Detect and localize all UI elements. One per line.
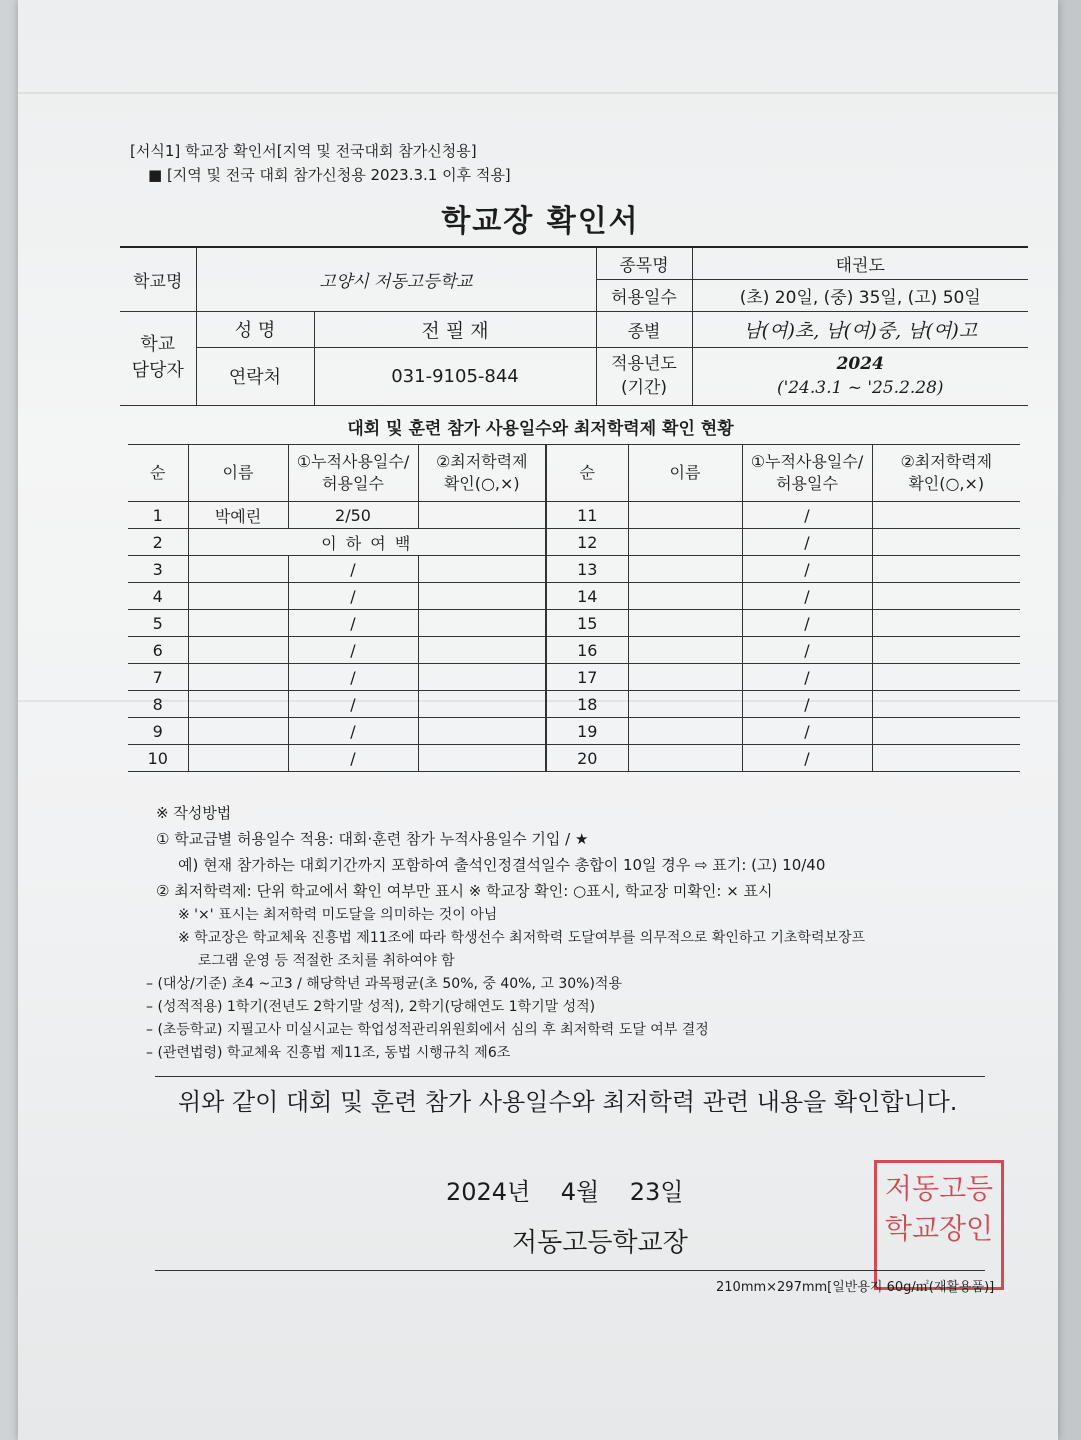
year-label-period: (기간): [620, 378, 668, 398]
row-no: 9: [128, 718, 188, 745]
row-no: 11: [546, 502, 628, 529]
row-no: 3: [128, 556, 188, 583]
official-seal: 저동고등학교장인: [874, 1160, 1004, 1290]
row-days: /: [742, 583, 872, 610]
row-check: [872, 610, 1020, 637]
row-days: /: [742, 637, 872, 664]
header-check-sub: 확인(○,×): [908, 474, 985, 493]
row-check: [418, 637, 546, 664]
header-check: ②최저학력제: [900, 452, 993, 471]
confirmation-statement: 위와 같이 대회 및 훈련 참가 사용일수와 최저학력 관련 내용을 확인합니다.: [178, 1088, 958, 1116]
note-1: ① 학교급별 허용일수 적용: 대회·훈련 참가 누적사용일수 기입 / ★: [156, 830, 589, 848]
row-days: 2/50: [288, 502, 418, 529]
row-name: [188, 718, 288, 745]
fold-line: [18, 92, 1058, 94]
principal-name: 저동고등학교장: [512, 1228, 688, 1258]
row-name: [628, 556, 742, 583]
year-period: ('24.3.1 ~ '25.2.28): [776, 378, 944, 398]
allowed-days-label: 허용일수: [596, 279, 692, 311]
row-name: [628, 610, 742, 637]
header-days: ①누적사용일수/: [750, 452, 864, 471]
issue-date: 2024년 4월 23일: [446, 1178, 684, 1206]
table-row: [128, 718, 1020, 745]
row-name: [188, 745, 288, 772]
divider: [155, 1076, 985, 1077]
row-check: [418, 718, 546, 745]
row-name: [628, 637, 742, 664]
form-label: [서식1] 학교장 확인서[지역 및 전국대회 참가신청용]: [130, 142, 477, 160]
row-check: [872, 556, 1020, 583]
paper-spec: 210mm×297mm[일반용지 60g/㎡(재활용품)]: [716, 1280, 995, 1295]
row-days: /: [288, 556, 418, 583]
header-no: 순: [128, 445, 188, 502]
row-no: 5: [128, 610, 188, 637]
contact-label: 연락처: [196, 347, 314, 405]
header-name: 이름: [188, 445, 288, 502]
table-header-row: [128, 445, 1020, 502]
name-label: 성 명: [196, 311, 314, 347]
row-no: 15: [546, 610, 628, 637]
contact-value: 031-9105-844: [314, 347, 596, 405]
row-days: /: [742, 691, 872, 718]
row-no: 14: [546, 583, 628, 610]
form-sublabel: ■ [지역 및 전국 대회 참가신청용 2023.3.1 이후 적용]: [148, 166, 511, 184]
row-name: [188, 610, 288, 637]
header-no: 순: [546, 445, 628, 502]
header-check-sub: 확인(○,×): [443, 474, 520, 493]
row-no: 4: [128, 583, 188, 610]
notes-title: ※ 작성방법: [156, 804, 232, 822]
row-no: 18: [546, 691, 628, 718]
category-label: 종별: [596, 311, 692, 347]
row-days: /: [742, 610, 872, 637]
row-days: /: [742, 556, 872, 583]
row-days: /: [288, 745, 418, 772]
row-days: /: [288, 583, 418, 610]
row-check: [872, 637, 1020, 664]
row-check: [418, 610, 546, 637]
row-name: [188, 556, 288, 583]
note-detail: – (대상/기준) 초4 ~고3 / 해당학년 과목평균(초 50%, 중 40%, 고 30%)적용: [146, 976, 622, 992]
row-name: [188, 637, 288, 664]
name-value: 전 필 재: [314, 311, 596, 347]
note-detail: – (관련법령) 학교체육 진흥법 제11조, 동법 시행규칙 제6조: [146, 1045, 511, 1061]
event-label: 종목명: [596, 247, 692, 279]
note-2: ② 최저학력제: 단위 학교에서 확인 여부만 표시 ※ 학교장 확인: ○표시, 학교장 미확인: × 표시: [156, 882, 773, 900]
row-days: /: [288, 718, 418, 745]
row-days: /: [742, 718, 872, 745]
row-no: 1: [128, 502, 188, 529]
row-name: [628, 583, 742, 610]
table-row: [128, 637, 1020, 664]
row-blank-note: 이 하 여 백: [188, 529, 546, 556]
row-name: [628, 718, 742, 745]
table-row: [128, 691, 1020, 718]
note-2-sub-2: ※ 학교장은 학교체육 진흥법 제11조에 따라 학생선수 최저학력 도달여부를 의무적으로 확인하고 기초학력보장프: [178, 930, 866, 946]
year-label: 적용년도: [611, 354, 677, 374]
row-days: /: [742, 745, 872, 772]
table-row: [128, 556, 1020, 583]
table-row: [128, 664, 1020, 691]
row-check: [872, 718, 1020, 745]
note-1-example: 예) 현재 참가하는 대회기간까지 포함하여 출석인정결석일수 총합이 10일 경우 ⇨ 표기: (고) 10/40: [178, 856, 826, 874]
note-2-sub-2-cont: 로그램 운영 등 적절한 조치를 취하여야 함: [198, 953, 455, 969]
row-no: 2: [128, 529, 188, 556]
table-row: [128, 583, 1020, 610]
row-days: /: [742, 529, 872, 556]
row-name: [628, 502, 742, 529]
note-detail: – (초등학교) 지필고사 미실시교는 학업성적관리위원회에서 심의 후 최저학력 도달 여부 결정: [146, 1022, 709, 1038]
row-no: 17: [546, 664, 628, 691]
row-check: [872, 664, 1020, 691]
note-detail: – (성적적용) 1학기(전년도 2학기말 성적), 2학기(당해연도 1학기말 성적): [146, 999, 596, 1015]
row-days: /: [288, 664, 418, 691]
row-name: [188, 664, 288, 691]
row-check: [418, 664, 546, 691]
header-days: ①누적사용일수/: [296, 452, 410, 471]
row-no: 16: [546, 637, 628, 664]
note-2-sub-1: ※ '×' 표시는 최저학력 미도달을 의미하는 것이 아님: [178, 907, 498, 923]
row-no: 10: [128, 745, 188, 772]
row-name: [188, 691, 288, 718]
row-no: 7: [128, 664, 188, 691]
header-name: 이름: [628, 445, 742, 502]
participation-table: [128, 444, 1020, 772]
row-days: /: [742, 502, 872, 529]
table-row: [128, 529, 1020, 556]
row-no: 6: [128, 637, 188, 664]
row-name: [188, 583, 288, 610]
row-days: /: [288, 691, 418, 718]
row-name: [628, 529, 742, 556]
divider: [155, 1270, 985, 1271]
section-title: 대회 및 훈련 참가 사용일수와 최저학력제 확인 현황: [347, 419, 734, 439]
row-check: [418, 745, 546, 772]
info-table: [120, 246, 1028, 406]
row-check: [418, 691, 546, 718]
row-no: 8: [128, 691, 188, 718]
table-row: [128, 745, 1020, 772]
row-name: [628, 691, 742, 718]
row-check: [418, 583, 546, 610]
row-name: [628, 664, 742, 691]
year-value: 2024: [836, 354, 884, 374]
row-days: /: [288, 637, 418, 664]
manager-label: 학교 담당자: [120, 311, 196, 405]
row-no: 13: [546, 556, 628, 583]
row-check: [872, 502, 1020, 529]
row-name: 박예린: [188, 502, 288, 529]
school-label: 학교명: [120, 247, 196, 311]
header-days-sub: 허용일수: [322, 474, 384, 493]
row-no: 20: [546, 745, 628, 772]
header-check: ②최저학력제: [435, 452, 528, 471]
row-check: [872, 529, 1020, 556]
table-row: [128, 502, 1020, 529]
row-check: [418, 556, 546, 583]
header-days-sub: 허용일수: [776, 474, 838, 493]
row-check: [872, 583, 1020, 610]
allowed-days-value: (초) 20일, (중) 35일, (고) 50일: [692, 279, 1028, 311]
row-days: /: [288, 610, 418, 637]
instructions: [146, 800, 866, 1065]
row-days: /: [742, 664, 872, 691]
row-name: [628, 745, 742, 772]
row-no: 19: [546, 718, 628, 745]
row-check: [872, 745, 1020, 772]
row-check: [872, 691, 1020, 718]
event-value: 태권도: [692, 247, 1028, 279]
category-value: 남(여)초, 남(여)중, 남(여)고: [692, 311, 1028, 347]
document-title: 학교장 확인서: [441, 204, 640, 239]
row-check: [418, 502, 546, 529]
table-row: [128, 610, 1020, 637]
row-no: 12: [546, 529, 628, 556]
school-value: 고양시 저동고등학교: [196, 247, 596, 311]
